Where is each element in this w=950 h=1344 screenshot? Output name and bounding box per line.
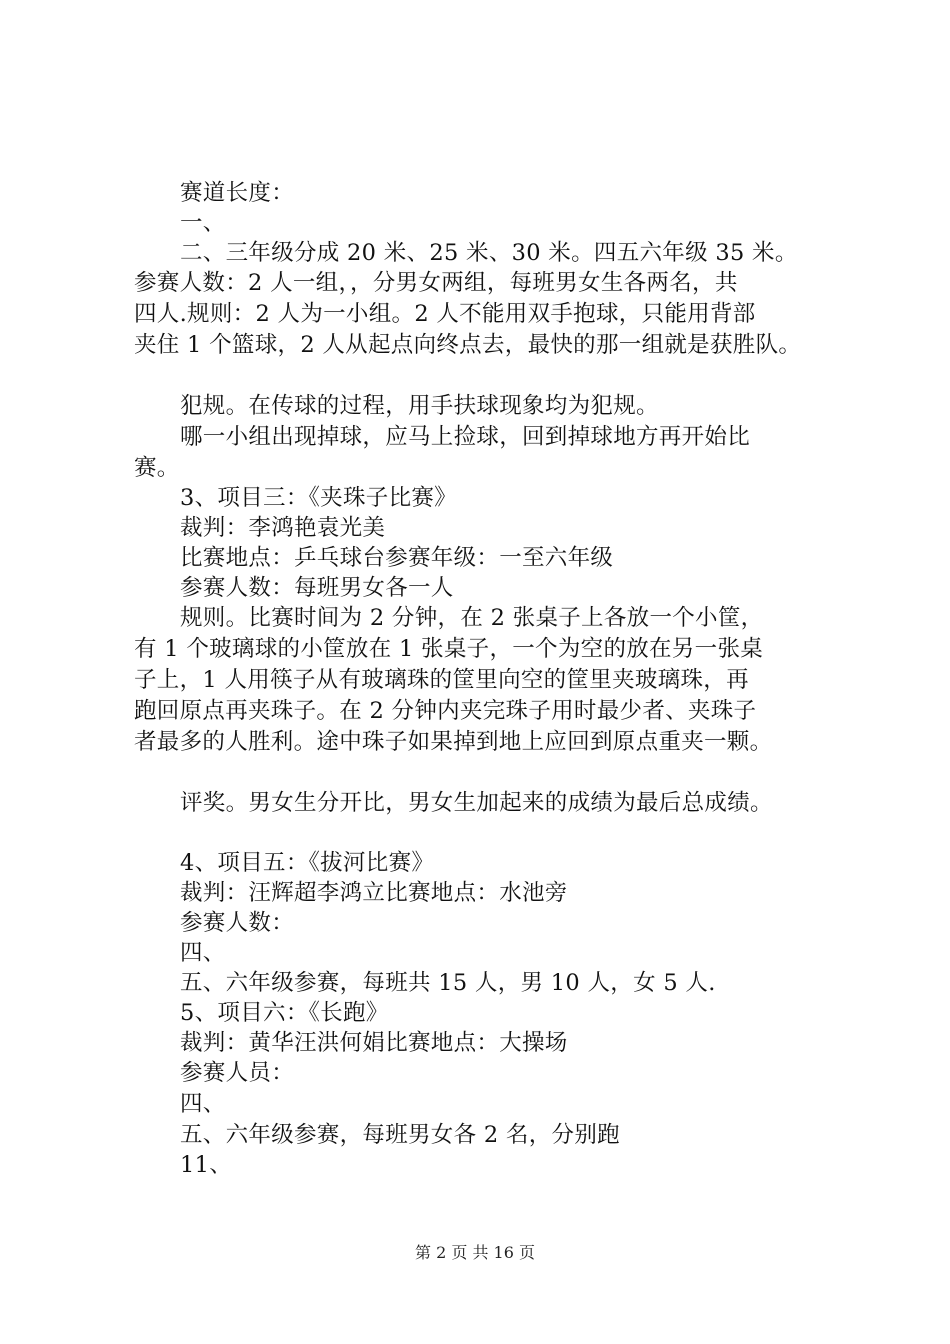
text-line: 参赛人数：每班男女各一人 [180,575,454,601]
text-line: 一、 [180,210,226,236]
text-line: 二、三年级分成 20 米、25 米、30 米。四五六年级 35 米。 [180,240,798,266]
text-line: 四人.规则：2 人为一小组。2 人不能用双手抱球，只能用背部 [134,301,756,327]
text-line: 者最多的人胜利。途中珠子如果掉到地上应回到原点重夹一颗。 [134,729,773,755]
text-line: 裁判：李鸿艳袁光美 [180,515,386,541]
text-line: 赛道长度： [180,180,295,206]
section-heading: 4、项目五：《拔河比赛》 [180,850,435,876]
text-line: 参赛人数：2 人一组，，分男女两组，每班男女生各两名，共 [134,270,738,296]
text-line: 评奖。男女生分开比，男女生加起来的成绩为最后总成绩。 [180,790,773,816]
text-line: 参赛人员： [180,1060,295,1086]
text-line: 四、 [180,940,226,966]
text-line: 比赛地点：乒乓球台参赛年级：一至六年级 [180,545,614,571]
text-line: 五、六年级参赛，每班共 15 人，男 10 人，女 5 人. [180,970,716,996]
page-footer: 第 2 页 共 16 页 [415,1243,535,1262]
text-line: 犯规。在传球的过程，用手扶球现象均为犯规。 [180,393,659,419]
section-heading: 5、项目六：《长跑》 [180,1000,389,1026]
text-line: 五、六年级参赛，每班男女各 2 名，分别跑 [180,1122,620,1148]
text-line: 规则。比赛时间为 2 分钟，在 2 张桌子上各放一个小筐， [180,605,764,631]
section-heading: 3、项目三：《夹珠子比赛》 [180,485,457,511]
text-line: 11、 [180,1152,233,1178]
text-line: 跑回原点再夹珠子。在 2 分钟内夹完珠子用时最少者、夹珠子 [134,698,757,724]
text-line: 赛。 [134,455,180,481]
text-line: 裁判：黄华汪洪何娟比赛地点：大操场 [180,1030,568,1056]
text-line: 子上，1 人用筷子从有玻璃珠的筐里向空的筐里夹玻璃珠，再 [134,667,749,693]
text-line: 有 1 个玻璃球的小筐放在 1 张桌子，一个为空的放在另一张桌 [134,636,764,662]
text-line: 参赛人数： [180,910,295,936]
text-line: 哪一小组出现掉球，应马上捡球，回到掉球地方再开始比 [180,424,751,450]
text-line: 裁判：汪辉超李鸿立比赛地点：水池旁 [180,880,568,906]
text-line: 四、 [180,1091,226,1117]
text-line: 夹住 1 个篮球，2 人从起点向终点去，最快的那一组就是获胜队。 [134,332,802,358]
